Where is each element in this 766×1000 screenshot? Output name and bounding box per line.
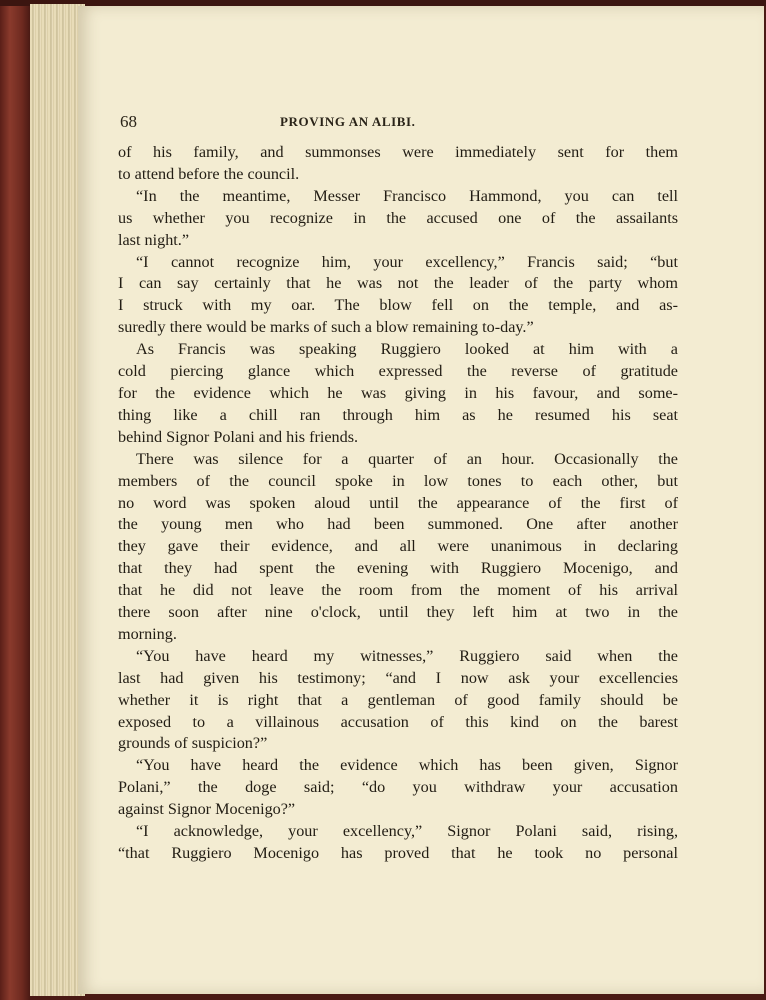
text-line: thing like a chill ran through him as he resumed his seat: [118, 405, 678, 424]
text-line: no word was spoken aloud until the appearance of the first of: [118, 493, 678, 512]
running-head-title: PROVING AN ALIBI.: [280, 114, 416, 129]
text-line: members of the council spoke in low tones to each other, but: [118, 471, 678, 490]
text-line: to attend before the council.: [118, 164, 300, 183]
text-line: last had given his testimony; “and I now ask your excellencies: [118, 668, 678, 687]
text-line: I struck with my oar. The blow fell on the temple, and as-: [118, 296, 678, 315]
text-line: against Signor Mocenigo?”: [118, 800, 296, 819]
text-line: grounds of suspicion?”: [118, 734, 268, 753]
text-line: there soon after nine o'clock, until they left him at two in the: [118, 603, 678, 622]
text-line: that he did not leave the room from the moment of his arrival: [118, 581, 678, 600]
text-line: “You have heard the evidence which has been given, Signor: [136, 756, 678, 775]
text-line: “I cannot recognize him, your excellency,” Francis said; “but: [136, 252, 678, 271]
text-line: morning.: [118, 624, 177, 643]
text-line: us whether you recognize in the accused one of the assailants: [118, 208, 678, 227]
text-line: As Francis was speaking Ruggiero looked at him with a: [136, 340, 678, 359]
page-edges: [30, 4, 85, 996]
text-line: that they had spent the evening with Ruggiero Mocenigo, and: [118, 559, 678, 578]
text-line: they gave their evidence, and all were unanimous in declaring: [118, 537, 678, 556]
text-line: behind Signor Polani and his friends.: [118, 427, 359, 446]
text-line: “In the meantime, Messer Francisco Hammond, you can tell: [136, 186, 678, 205]
text-line: “You have heard my witnesses,” Ruggiero said when the: [136, 646, 678, 665]
text-line: for the evidence which he was giving in his favour, and some-: [118, 383, 678, 402]
text-line: suredly there would be marks of such a blow remaining to-day.”: [118, 318, 534, 337]
page-number: 68: [120, 112, 137, 131]
text-line: cold piercing glance which expressed the reverse of gratitude: [118, 362, 678, 381]
text-line: whether it is right that a gentleman of good family should be: [118, 690, 678, 709]
text-line: “I acknowledge, your excellency,” Signor Polani said, rising,: [136, 822, 678, 841]
text-line: “that Ruggiero Mocenigo has proved that he took no personal: [118, 844, 678, 862]
text-line: the young men who had been summoned. One after another: [118, 515, 678, 534]
text-line: I can say certainly that he was not the leader of the party whom: [118, 274, 678, 293]
text-line: There was silence for a quarter of an hour. Occasionally the: [136, 449, 678, 468]
text-line: of his family, and summonses were immediately sent for them: [118, 143, 678, 161]
text-line: Polani,” the doge said; “do you withdraw your accusation: [118, 778, 678, 797]
text-line: exposed to a villainous accusation of this kind on the barest: [118, 712, 678, 731]
page-body-text: [118, 142, 678, 865]
text-line: last night.”: [118, 230, 190, 249]
